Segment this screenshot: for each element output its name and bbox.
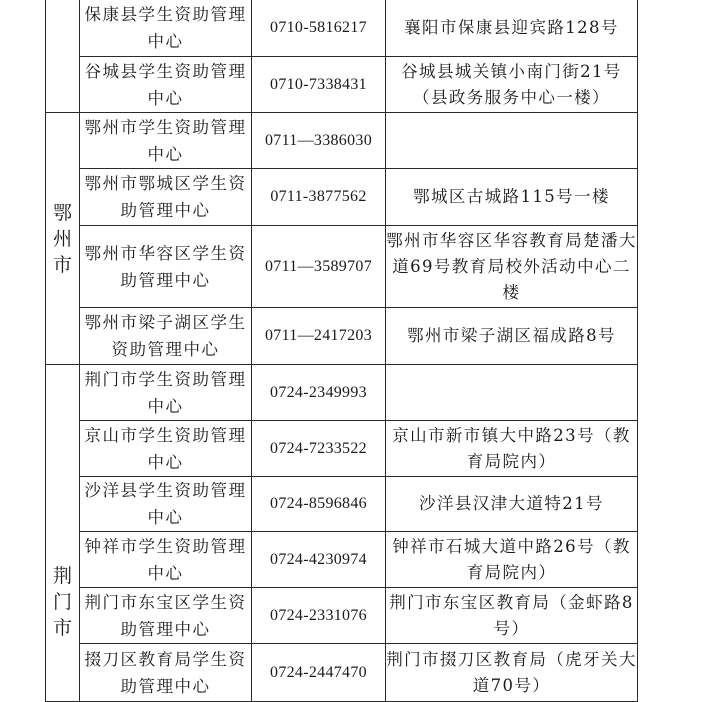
center-address — [386, 365, 638, 421]
center-name: 荆门市学生资助管理中心 — [80, 365, 252, 421]
center-address — [386, 113, 638, 169]
table-row — [46, 421, 638, 477]
city-label: 鄂州市 — [53, 201, 73, 276]
city-label: 荆门市 — [53, 565, 73, 639]
center-name: 掇刀区教育局学生资助管理中心 — [80, 644, 252, 702]
center-phone: 0711—2417203 — [252, 308, 386, 365]
center-address: 谷城县城关镇小南门街21号（县政务服务中心一楼） — [386, 57, 638, 113]
table-row — [46, 57, 638, 113]
center-name: 谷城县学生资助管理中心 — [80, 57, 252, 113]
center-name: 钟祥市学生资助管理中心 — [80, 532, 252, 588]
center-phone: 0724-2349993 — [252, 365, 386, 421]
center-name: 鄂州市梁子湖区学生资助管理中心 — [80, 308, 252, 365]
center-phone: 0711-3877562 — [252, 169, 386, 226]
center-phone: 0724-8596846 — [252, 477, 386, 532]
center-name: 鄂州市鄂城区学生资助管理中心 — [80, 169, 252, 226]
center-name: 荆门市东宝区学生资助管理中心 — [80, 588, 252, 644]
city-cell — [46, 365, 80, 702]
table-row — [46, 169, 638, 226]
center-phone: 0724-2447470 — [252, 644, 386, 702]
center-address: 钟祥市石城大道中路26号（教育局院内） — [386, 532, 638, 588]
table-row — [46, 644, 638, 702]
center-name: 保康县学生资助管理中心 — [80, 0, 252, 57]
table-row — [46, 532, 638, 588]
table-row — [46, 308, 638, 365]
center-name: 京山市学生资助管理中心 — [80, 421, 252, 477]
city-cell — [46, 113, 80, 365]
center-name: 沙洋县学生资助管理中心 — [80, 477, 252, 532]
center-address: 襄阳市保康县迎宾路128号 — [386, 0, 638, 57]
center-address: 鄂州市华容区华容教育局楚潘大道69号教育局校外活动中心二楼 — [386, 226, 638, 308]
funding-center-table — [45, 0, 638, 702]
center-phone: 0724-4230974 — [252, 532, 386, 588]
center-address: 鄂州市梁子湖区福成路8号 — [386, 308, 638, 365]
center-address: 荆门市东宝区教育局（金虾路8号） — [386, 588, 638, 644]
table-row — [46, 588, 638, 644]
center-phone: 0711—3589707 — [252, 226, 386, 308]
center-phone: 0724-7233522 — [252, 421, 386, 477]
table-row — [46, 113, 638, 169]
table-row — [46, 226, 638, 308]
center-phone: 0710-5816217 — [252, 0, 386, 57]
table-row — [46, 365, 638, 421]
center-name: 鄂州市华容区学生资助管理中心 — [80, 226, 252, 308]
center-address: 沙洋县汉津大道特21号 — [386, 477, 638, 532]
table-row — [46, 477, 638, 532]
table-row — [46, 0, 638, 57]
center-phone: 0710-7338431 — [252, 57, 386, 113]
center-address: 京山市新市镇大中路23号（教育局院内） — [386, 421, 638, 477]
center-phone: 0724-2331076 — [252, 588, 386, 644]
center-address: 荆门市掇刀区教育局（虎牙关大道70号） — [386, 644, 638, 702]
center-name: 鄂州市学生资助管理中心 — [80, 113, 252, 169]
city-cell-empty — [46, 0, 80, 113]
center-phone: 0711—3386030 — [252, 113, 386, 169]
center-address: 鄂城区古城路115号一楼 — [386, 169, 638, 226]
